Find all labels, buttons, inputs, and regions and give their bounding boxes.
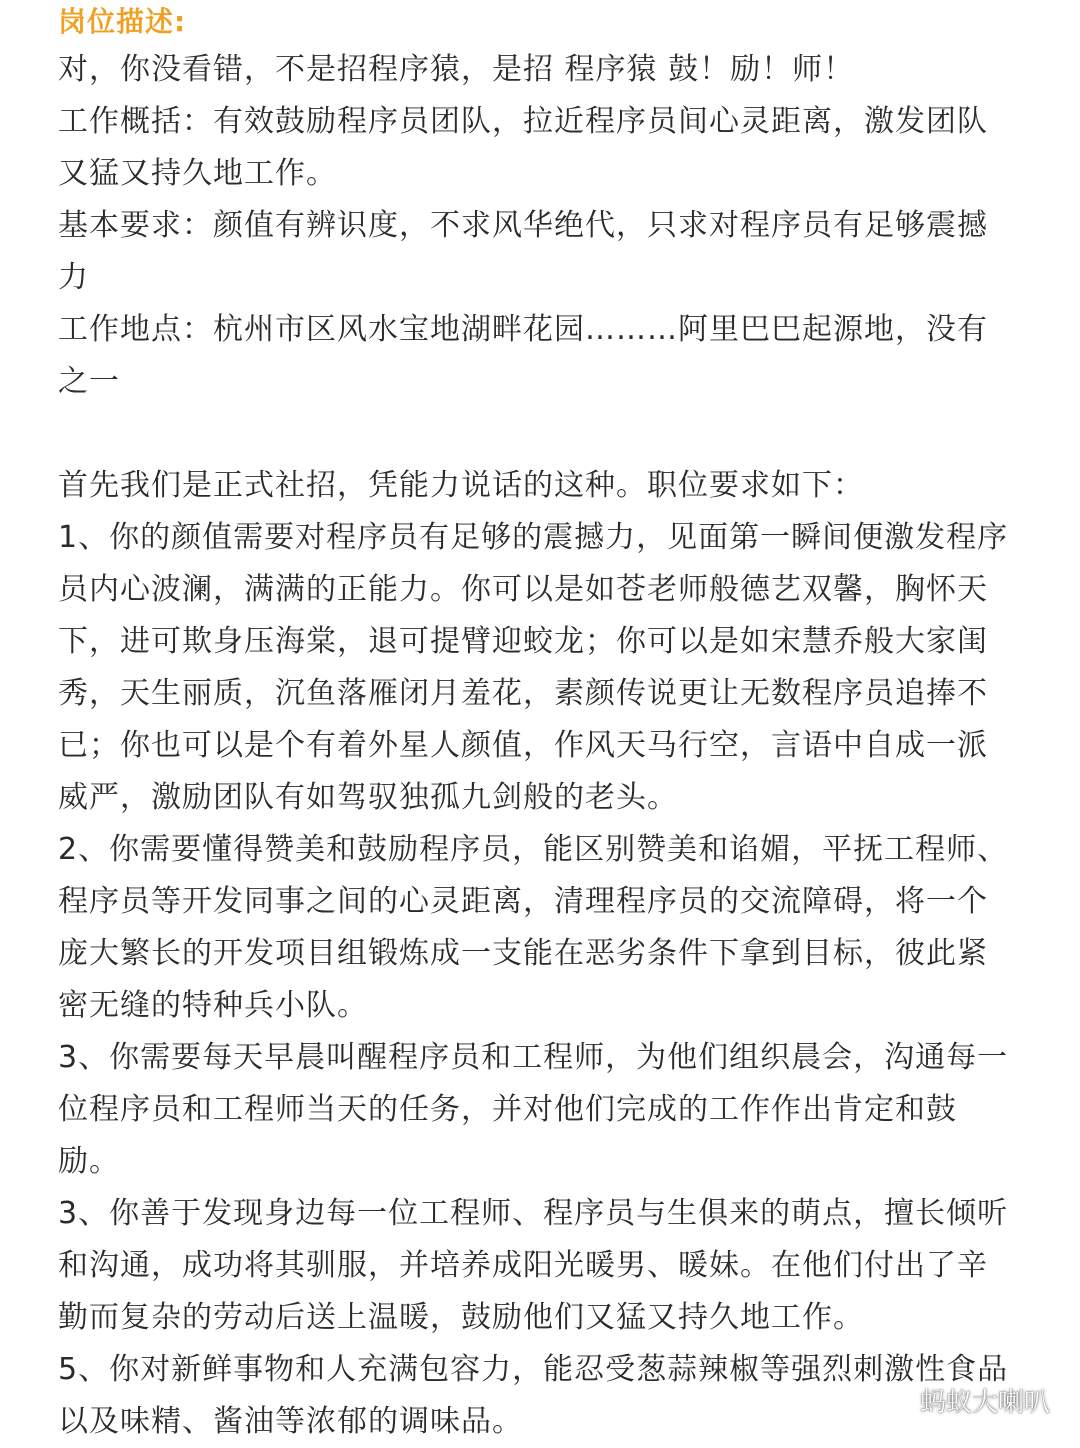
text-line: 基本要求：颜值有辨识度，不求风华绝代，只求对程序员有足够震撼 xyxy=(58,208,988,243)
text-line: 工作地点：杭州市区风水宝地湖畔花园………阿里巴巴起源地，没有 xyxy=(58,312,988,347)
text-line: 2、你需要懂得赞美和鼓励程序员，能区别赞美和谄媚，平抚工程师、 xyxy=(58,832,1009,867)
text-line: 勤而复杂的劳动后送上温暖，鼓励他们又猛又持久地工作。 xyxy=(58,1300,864,1335)
watermark-text: 蚂蚁大喇叭 xyxy=(919,1388,1050,1418)
watermark xyxy=(866,1382,1050,1419)
text-line: 励。 xyxy=(58,1144,120,1179)
text-line: 以及味精、酱油等浓郁的调味品。 xyxy=(58,1404,523,1439)
text-line: 下，进可欺身压海棠，退可提臂迎蛟龙；你可以是如宋慧乔般大家闺 xyxy=(58,624,988,659)
document-body xyxy=(58,44,1044,1448)
text-line: 又猛又持久地工作。 xyxy=(58,156,337,191)
text-line: 1、你的颜值需要对程序员有足够的震撼力，见面第一瞬间便激发程序 xyxy=(58,520,1009,555)
wechat-icon xyxy=(866,1383,910,1419)
text-line: 密无缝的特种兵小队。 xyxy=(58,988,368,1023)
text-line: 庞大繁长的开发项目组锻炼成一支能在恶劣条件下拿到目标，彼此紧 xyxy=(58,936,988,971)
text-line: 工作概括：有效鼓励程序员团队，拉近程序员间心灵距离，激发团队 xyxy=(58,104,988,139)
text-line: 和沟通，成功将其驯服，并培养成阳光暖男、暖妹。在他们付出了辛 xyxy=(58,1248,988,1283)
text-line: 秀，天生丽质，沉鱼落雁闭月羞花，素颜传说更让无数程序员追捧不 xyxy=(58,676,988,711)
text-line: 位程序员和工程师当天的任务，并对他们完成的工作作出肯定和鼓 xyxy=(58,1092,957,1127)
text-line: 3、你需要每天早晨叫醒程序员和工程师，为他们组织晨会，沟通每一 xyxy=(58,1040,1009,1075)
text-line: 员内心波澜，满满的正能力。你可以是如苍老师般德艺双馨，胸怀天 xyxy=(58,572,988,607)
text-line: 首先我们是正式社招，凭能力说话的这种。职位要求如下： xyxy=(58,468,864,503)
text-line: 力 xyxy=(58,260,89,295)
text-line: 程序员等开发同事之间的心灵距离，清理程序员的交流障碍，将一个 xyxy=(58,884,988,919)
text-line: 3、你善于发现身边每一位工程师、程序员与生俱来的萌点，擅长倾听 xyxy=(58,1196,1009,1231)
text-line: 对，你没看错，不是招程序猿，是招 程序猿 鼓！励！师！ xyxy=(58,52,855,87)
text-line: 已；你也可以是个有着外星人颜值，作风天马行空，言语中自成一派 xyxy=(58,728,988,763)
text-line: 之一 xyxy=(58,364,120,399)
text-line: 威严，激励团队有如驾驭独孤九剑般的老头。 xyxy=(58,780,678,815)
text-line: 5、你对新鲜事物和人充满包容力，能忍受葱蒜辣椒等强烈刺激性食品 xyxy=(58,1352,1009,1387)
blank-line xyxy=(58,408,1044,460)
section-heading: 岗位描述: xyxy=(58,5,187,38)
